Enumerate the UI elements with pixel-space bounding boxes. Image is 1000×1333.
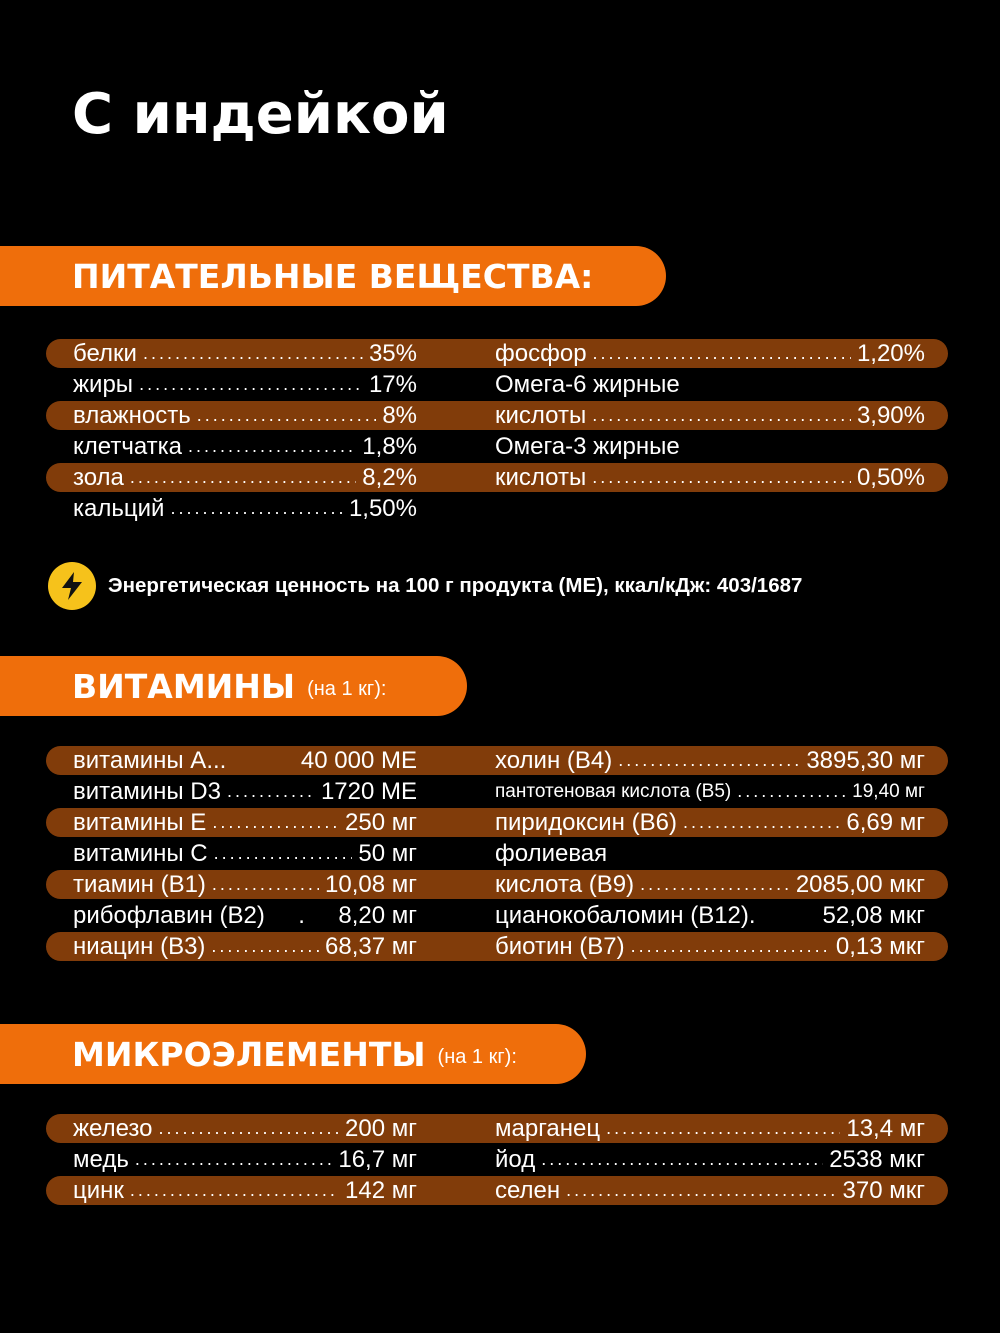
vitamin-item: [495, 808, 925, 837]
vitamin-value: 0,13 мкг: [835, 933, 925, 960]
microelement-label: йод: [495, 1146, 536, 1173]
vitamins-subheading: (на 1 кг):: [307, 677, 387, 700]
dot-leader: [159, 1114, 340, 1143]
table-row: [46, 339, 948, 368]
table-row: [46, 746, 948, 775]
page-title: С индейкой: [72, 82, 449, 147]
microelement-value: 370 мкг: [842, 1177, 925, 1204]
nutrient-value: 0,50%: [856, 464, 925, 491]
vitamin-item: [73, 808, 417, 837]
lightning-bolt-icon: [48, 562, 96, 610]
dot-leader: [197, 401, 377, 430]
vitamin-value: 50 мг: [358, 840, 417, 867]
nutrient-item: [73, 494, 417, 523]
microelement-label: железо: [73, 1115, 153, 1142]
dot-leader: [135, 1145, 333, 1174]
nutrient-label: клетчатка: [73, 433, 183, 460]
vitamins-heading: ВИТАМИНЫ: [72, 666, 296, 706]
dot-leader: [188, 432, 356, 461]
vitamin-value: 250 мг: [345, 809, 417, 836]
nutrient-value: 1,20%: [856, 340, 925, 367]
vitamin-label: витамины D3: [73, 778, 221, 805]
nutrient-item: [73, 432, 417, 461]
nutrient-item: [73, 401, 417, 430]
table-row: [46, 1114, 948, 1143]
microelement-label: цинк: [73, 1177, 124, 1204]
nutrient-label: Омега-6 жирные: [495, 371, 680, 398]
dot-leader: [541, 1145, 823, 1174]
vitamin-label: тиамин (В1): [73, 871, 206, 898]
vitamin-item: [495, 932, 925, 961]
vitamin-label: рибофлавин (В2): [73, 902, 265, 929]
dot-leader: [130, 463, 356, 492]
vitamin-value: 10,08 мг: [325, 871, 417, 898]
vitamin-value: 8,20 мг: [338, 902, 417, 929]
microelement-value: 142 мг: [345, 1177, 417, 1204]
table-row: [46, 1145, 948, 1174]
nutrient-label: кальций: [73, 495, 165, 522]
vitamin-label: витамины С: [73, 840, 208, 867]
table-row: [46, 839, 948, 868]
microelement-value: 13,4 мг: [846, 1115, 925, 1142]
table-row: [46, 1176, 948, 1205]
dot-leader: [211, 932, 319, 961]
vitamin-label: цианокобаломин (В12).: [495, 902, 756, 929]
nutrient-label: жиры: [73, 371, 134, 398]
table-row: [46, 901, 948, 930]
nutrient-value: 1,8%: [362, 433, 417, 460]
dot-leader: [592, 463, 851, 492]
vitamin-label: биотин (В7): [495, 933, 625, 960]
dot-leader: [143, 339, 363, 368]
table-row: [46, 808, 948, 837]
vitamin-label: ниацин (В3): [73, 933, 206, 960]
nutrient-value: 8,2%: [362, 464, 417, 491]
vitamin-value: 2085,00 мкг: [795, 871, 925, 898]
vitamin-value: 68,37 мг: [325, 933, 417, 960]
energy-value-line: [48, 562, 802, 610]
nutrient-value: 35%: [368, 340, 417, 367]
nutrients-heading: ПИТАТЕЛЬНЫЕ ВЕЩЕСТВА:: [72, 256, 594, 296]
microelement-item: [73, 1145, 417, 1174]
microelement-label: медь: [73, 1146, 129, 1173]
microelements-banner: [0, 1024, 586, 1084]
nutrient-value: 3,90%: [856, 402, 925, 429]
vitamin-value: 40 000 МЕ: [300, 747, 417, 774]
vitamin-item: [495, 870, 925, 899]
nutrients-banner: [0, 246, 666, 306]
vitamin-value: 3895,30 мг: [806, 747, 925, 774]
vitamin-item: [495, 901, 925, 930]
dot-leader: [631, 932, 830, 961]
vitamins-banner: [0, 656, 467, 716]
vitamin-label: пантотеновая кислота (В5): [495, 781, 732, 802]
microelement-label: селен: [495, 1177, 561, 1204]
nutrient-item: [73, 463, 417, 492]
vitamin-item: [73, 870, 417, 899]
nutrient-item: [495, 432, 925, 461]
nutrient-value: 17%: [368, 371, 417, 398]
table-row: [46, 432, 948, 461]
dot-leader: [592, 401, 851, 430]
vitamin-item: [495, 777, 925, 806]
nutrient-label: кислоты: [495, 402, 587, 429]
vitamin-item: [73, 839, 417, 868]
vitamin-value: 1720 МЕ: [320, 778, 417, 805]
microelement-item: [73, 1114, 417, 1143]
vitamin-item: [73, 777, 417, 806]
dot-leader: [618, 746, 800, 775]
vitamin-item: [495, 839, 925, 868]
nutrient-label: Омега-3 жирные: [495, 433, 680, 460]
dot-leader: [593, 339, 851, 368]
nutrient-label: белки: [73, 340, 137, 367]
microelement-value: 200 мг: [345, 1115, 417, 1142]
dot-leader: [566, 1176, 836, 1205]
microelement-item: [495, 1176, 925, 1205]
dot-leader: [212, 808, 339, 837]
microelement-value: 2538 мкг: [829, 1146, 925, 1173]
table-row: [46, 370, 948, 399]
vitamin-label: кислота (В9): [495, 871, 635, 898]
microelements-subheading: (на 1 кг):: [437, 1045, 517, 1068]
vitamin-item: [73, 746, 417, 775]
dot-leader: [227, 777, 315, 806]
nutrient-item: [495, 463, 925, 492]
nutrient-label: влажность: [73, 402, 191, 429]
nutrient-item: [495, 401, 925, 430]
microelement-label: марганец: [495, 1115, 601, 1142]
microelements-heading: МИКРОЭЛЕМЕНТЫ: [72, 1034, 426, 1074]
vitamin-value: 6,69 мг: [846, 809, 925, 836]
dot-leader: [214, 839, 353, 868]
microelement-item: [495, 1114, 925, 1143]
vitamin-item: рибофлавин (В2) . 8,20 мг: [73, 902, 417, 929]
vitamin-label: фолиевая: [495, 840, 608, 867]
dot-leader: [640, 870, 790, 899]
vitamin-value: 19,40 мг: [852, 781, 925, 802]
table-row: [46, 870, 948, 899]
nutrient-item: [495, 339, 925, 368]
nutrient-label: зола: [73, 464, 124, 491]
dot-leader: [606, 1114, 840, 1143]
vitamin-item: [495, 746, 925, 775]
nutrient-item: [73, 339, 417, 368]
dot-leader: [130, 1176, 339, 1205]
table-row: [46, 463, 948, 492]
dot-leader: [139, 370, 363, 399]
vitamin-value: 52,08 мкг: [822, 902, 925, 929]
table-row: [46, 401, 948, 430]
vitamin-label: витамины А...: [73, 747, 227, 774]
microelement-item: [73, 1176, 417, 1205]
vitamin-label: холин (В4): [495, 747, 613, 774]
microelement-item: [495, 1145, 925, 1174]
energy-text: Энергетическая ценность на 100 г продукта (МЕ), ккал/кДж: 403/1687: [108, 574, 803, 597]
vitamin-item: [73, 932, 417, 961]
nutrient-item: [495, 370, 925, 399]
nutrient-value: 8%: [382, 402, 417, 429]
vitamin-label: пиридоксин (В6): [495, 809, 677, 836]
vitamin-label: витамины Е: [73, 809, 207, 836]
dot-leader: [737, 777, 846, 806]
table-row: [46, 494, 948, 523]
dot-leader: [212, 870, 319, 899]
nutrient-value: 1,50%: [348, 495, 417, 522]
nutrient-item: [73, 370, 417, 399]
dot-leader: [683, 808, 840, 837]
table-row: [46, 932, 948, 961]
dot-leader: [170, 494, 342, 523]
nutrient-label: фосфор: [495, 340, 587, 367]
table-row: [46, 777, 948, 806]
microelement-value: 16,7 мг: [338, 1146, 417, 1173]
nutrient-label: кислоты: [495, 464, 587, 491]
